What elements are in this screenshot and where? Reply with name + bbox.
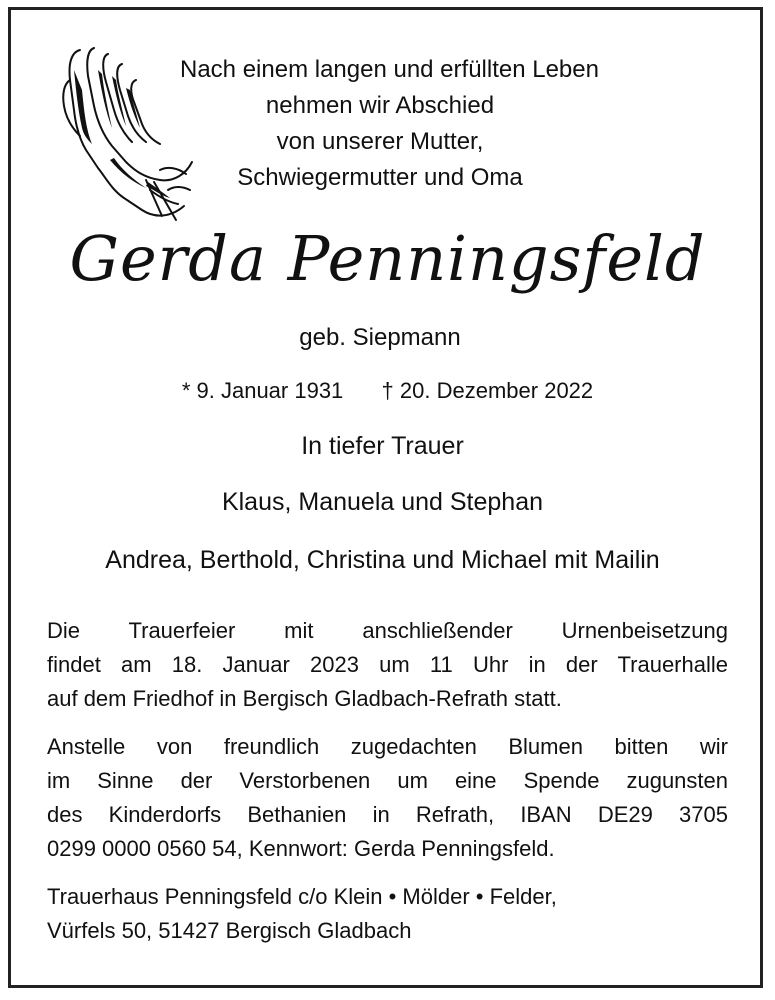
donation-line: 0299 0000 0560 54, Kennwort: Gerda Penningsfeld. — [47, 836, 555, 861]
intro-line: Nach einem langen und erfüllten Leben — [180, 56, 599, 83]
mourners-line: Andrea, Berthold, Christina und Michael mit Mailin — [105, 546, 660, 574]
death-date: 20. Dezember 2022 — [399, 378, 594, 403]
life-dates — [0, 378, 775, 404]
birth-name: geb. Siepmann — [299, 324, 461, 351]
intro-line: nehmen wir Abschied — [265, 92, 495, 119]
praying-hands-icon — [50, 40, 200, 230]
service-line: Die Trauerfeier mit anschließender Urnenbeisetzung — [47, 618, 728, 643]
intro-line: von unserer Mutter, — [276, 128, 484, 155]
deceased-name: Gerda Penningsfeld — [69, 222, 706, 295]
service-paragraph — [47, 614, 728, 716]
birth-date: 9. Januar 1931 — [196, 378, 344, 403]
address-line: Trauerhaus Penningsfeld c/o Klein • Mölder • Felder, — [47, 884, 557, 909]
intro-line: Schwiegermutter und Oma — [237, 164, 523, 191]
donation-line: im Sinne der Verstorbenen um eine Spende zugunsten — [47, 768, 728, 793]
donation-paragraph — [47, 730, 728, 866]
mourners-line: Klaus, Manuela und Stephan — [221, 488, 544, 516]
address-block — [47, 880, 728, 948]
service-line: findet am 18. Januar 2023 um 11 Uhr in der Trauerhalle — [47, 652, 728, 677]
donation-line: des Kinderdorfs Bethanien in Refrath, IBAN DE29 3705 — [47, 802, 728, 827]
death-symbol: † — [381, 378, 394, 403]
donation-line: Anstelle von freundlich zugedachten Blumen bitten wir — [47, 734, 728, 759]
mourning-heading: In tiefer Trauer — [301, 432, 464, 460]
birth-symbol: * — [181, 378, 191, 403]
intro-text — [180, 52, 599, 196]
service-line: auf dem Friedhof in Bergisch Gladbach-Refrath statt. — [47, 686, 562, 711]
address-line: Vürfels 50, 51427 Bergisch Gladbach — [47, 918, 412, 943]
